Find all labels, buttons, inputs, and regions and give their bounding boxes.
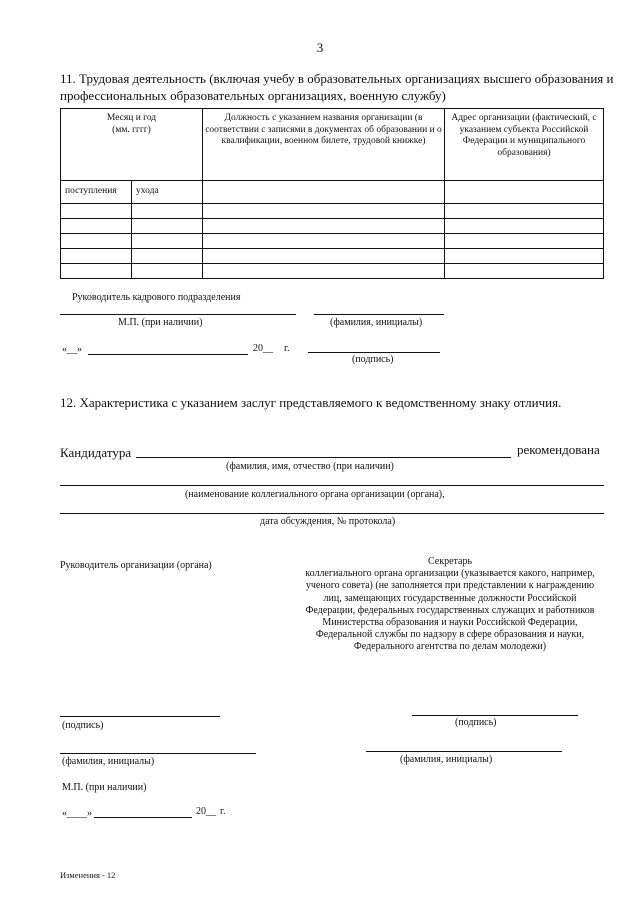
employment-table	[60, 108, 604, 279]
table-cell[interactable]	[445, 249, 604, 264]
table-cell[interactable]	[61, 204, 132, 219]
section-11-title: 11. Трудовая деятельность (включая учебу в образовательных организациях высшего образования и профессиональных образовательных организациях, военную службу)	[60, 71, 614, 103]
table-row	[61, 249, 604, 264]
fio-right-line[interactable]	[366, 751, 562, 752]
table-cell[interactable]	[203, 204, 445, 219]
sig-right-label: (подпись)	[455, 717, 497, 728]
hr-head-line[interactable]	[60, 314, 296, 315]
table-cell[interactable]	[132, 219, 203, 234]
table-cell[interactable]	[203, 264, 445, 279]
table-cell[interactable]	[61, 234, 132, 249]
year-label: 20__	[253, 343, 273, 354]
table-cell[interactable]	[132, 204, 203, 219]
date-month-line-2[interactable]	[94, 817, 192, 818]
table-cell[interactable]	[203, 234, 445, 249]
table-cell[interactable]	[132, 264, 203, 279]
hr-fio-line[interactable]	[314, 314, 444, 315]
mp-label-2: М.П. (при наличии)	[62, 782, 147, 793]
table-row	[61, 219, 604, 234]
col-header-date: Месяц и год (мм. гггг)	[61, 109, 203, 181]
hr-head-label: Руководитель кадрового подразделения	[72, 292, 241, 303]
table-cell[interactable]	[203, 219, 445, 234]
signature-line[interactable]	[308, 352, 440, 353]
mp-label: М.П. (при наличии)	[118, 317, 203, 328]
table-cell[interactable]	[203, 249, 445, 264]
year-suffix-2: г.	[220, 806, 226, 817]
fio-right-label: (фамилия, инициалы)	[400, 754, 493, 765]
fio-label: (фамилия, инициалы)	[330, 317, 423, 328]
table-cell[interactable]	[61, 219, 132, 234]
body-name-label: (наименование коллегиального органа организации (органа),	[185, 489, 445, 500]
table-cell[interactable]	[445, 219, 604, 234]
col-header-address: Адрес организации (фактический, с указанием субъекта Российской Федерации и муниципального образования)	[445, 109, 604, 181]
table-row	[61, 204, 604, 219]
page-number: 3	[316, 40, 324, 55]
discussion-line[interactable]	[60, 513, 604, 514]
fio-full-label: (фамилия, имя, отчество (при наличии)	[226, 461, 394, 472]
recommended-label: рекомендована	[517, 442, 600, 457]
fio-left-label: (фамилия, инициалы)	[62, 756, 155, 767]
table-cell[interactable]	[61, 264, 132, 279]
body-name-line[interactable]	[60, 485, 604, 486]
table-cell[interactable]	[445, 204, 604, 219]
sig-right-line[interactable]	[412, 715, 578, 716]
date-open-2: «____»	[62, 808, 92, 819]
org-head-label: Руководитель организации (органа)	[60, 560, 212, 571]
secretary-block	[300, 556, 600, 654]
fio-left-line[interactable]	[60, 753, 256, 754]
table-cell[interactable]	[203, 181, 445, 204]
candidacy-label: Кандидатура	[60, 445, 132, 460]
year-suffix: г.	[284, 343, 290, 354]
col-header-position: Должность с указанием названия организации (в соответствии с записями в документах об образовании и о квалификации, военном билете, трудовой книжке)	[203, 109, 445, 181]
date-month-line[interactable]	[88, 354, 248, 355]
discussion-label: дата обсуждения, № протокола)	[260, 516, 396, 527]
table-cell[interactable]	[132, 249, 203, 264]
candidate-name-line[interactable]	[136, 457, 511, 458]
table-cell[interactable]	[445, 264, 604, 279]
sig-left-line[interactable]	[60, 716, 220, 717]
section-12-title: 12. Характеристика с указанием заслуг представляемого к ведомственному знаку отличия.	[60, 395, 562, 410]
table-cell[interactable]	[61, 249, 132, 264]
table-cell[interactable]	[445, 234, 604, 249]
secretary-description: коллегиального органа организации (указывается какого, например, ученого совета) (не заполняется при представлении к награждению лиц, замещающих государственные должности Российской Федерации, федеральных государственных служащих и работников Министерства образования и науки Российской Федерации, Федеральной службы по надзору в сфере образования и науки, Федерального агентства по делам молодежи)	[305, 568, 595, 653]
subheader-start: поступления	[61, 181, 132, 204]
date-open: «__»	[62, 344, 82, 355]
table-row	[61, 264, 604, 279]
signature-label: (подпись)	[352, 354, 394, 365]
footer-note: Изменения - 12	[60, 870, 116, 880]
subheader-end: ухода	[132, 181, 203, 204]
year-label-2: 20__	[196, 806, 216, 817]
secretary-title: Секретарь	[427, 556, 473, 567]
table-cell[interactable]	[132, 234, 203, 249]
table-row	[61, 234, 604, 249]
sig-left-label: (подпись)	[62, 720, 104, 731]
table-cell[interactable]	[445, 181, 604, 204]
